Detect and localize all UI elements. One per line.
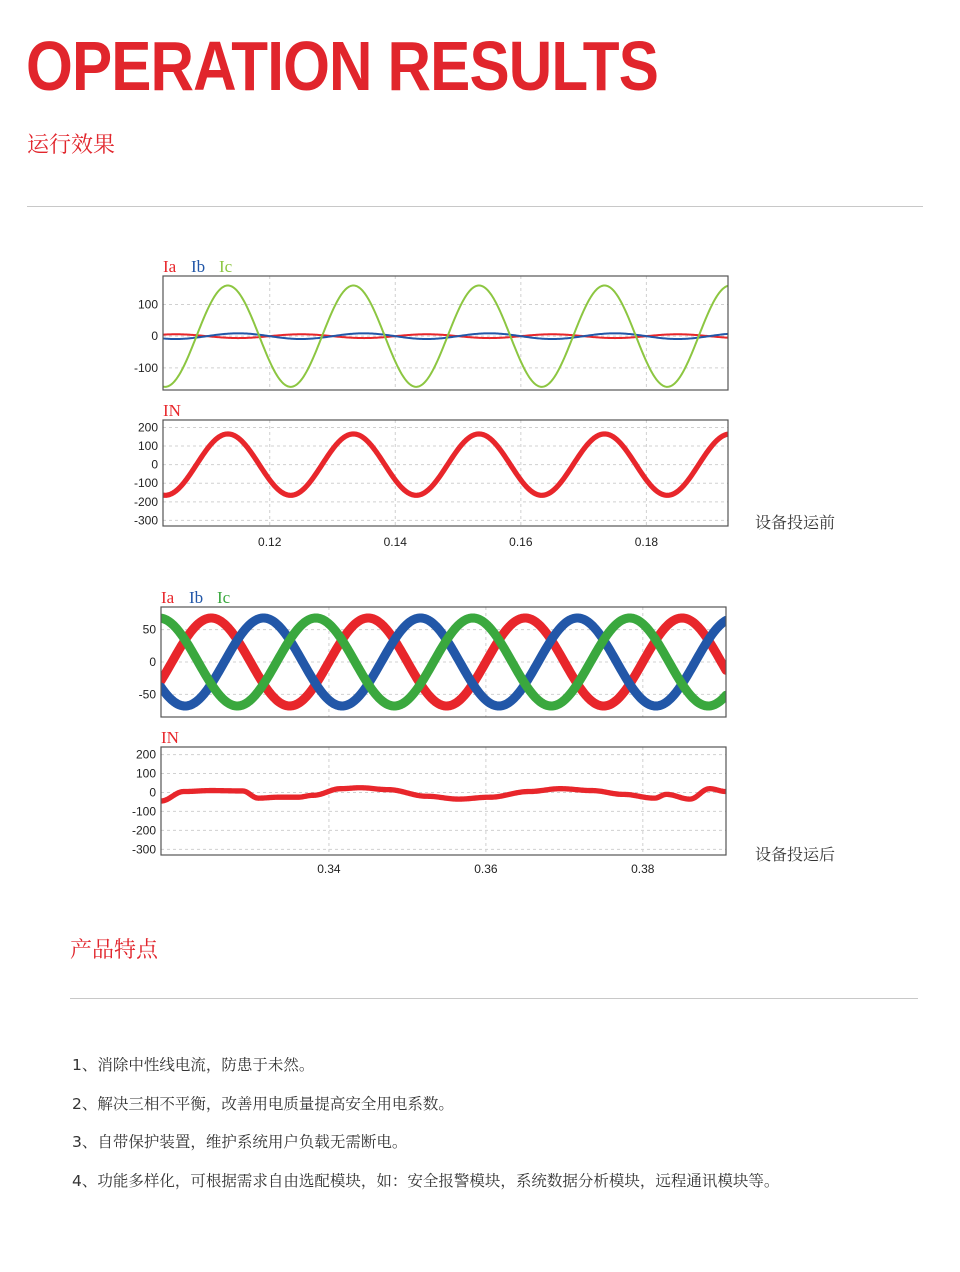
y-tick-label: -100 xyxy=(131,804,156,819)
y-tick-label: 100 xyxy=(135,766,156,781)
y-tick-label: 50 xyxy=(142,622,156,637)
y-tick-label: -50 xyxy=(138,687,156,702)
y-tick-label: -300 xyxy=(131,842,156,857)
legend-Ia: Ia xyxy=(161,588,175,607)
legend-Ic: Ic xyxy=(219,257,233,276)
x-tick-label: 0.34 xyxy=(317,862,341,876)
y-tick-label: 0 xyxy=(149,785,156,800)
feature-item-1: 1、消除中性线电流，防患于未然。 xyxy=(72,1056,315,1074)
features-list xyxy=(72,1046,779,1200)
features-divider xyxy=(70,998,918,999)
feature-item-3: 3、自带保护装置，维护系统用户负载无需断电。 xyxy=(72,1133,408,1151)
feature-item-4: 4、功能多样化，可根据需求自由选配模块，如：安全报警模块，系统数据分析模块，远程通讯模块等。 xyxy=(72,1171,780,1190)
y-tick-label: -200 xyxy=(133,494,158,509)
y-tick-label: -200 xyxy=(131,823,156,838)
chart-panel-2 xyxy=(132,728,726,876)
legend-Ic: Ic xyxy=(217,588,231,607)
y-tick-label: -100 xyxy=(133,476,158,491)
chart-before-caption: 设备投运前 xyxy=(755,513,836,532)
y-tick-label: 0 xyxy=(149,655,156,669)
y-tick-label: -300 xyxy=(133,513,158,528)
legend-Ib: Ib xyxy=(191,257,206,276)
feature-item-2: 2、解决三相不平衡，改善用电质量提高安全用电系数。 xyxy=(72,1094,454,1113)
legend-IN: IN xyxy=(163,401,181,420)
x-tick-label: 0.12 xyxy=(258,535,282,549)
legend-Ia: Ia xyxy=(163,257,177,276)
x-tick-label: 0.14 xyxy=(383,535,407,549)
plot-area xyxy=(161,747,726,855)
features-title: 产品特点 xyxy=(70,938,159,963)
y-tick-label: 200 xyxy=(137,420,158,435)
chart-panel-1 xyxy=(139,588,726,717)
legend-Ib: Ib xyxy=(189,588,204,607)
x-tick-label: 0.16 xyxy=(509,535,533,549)
chart-panel-2 xyxy=(134,401,728,549)
page-subtitle: 运行效果 xyxy=(27,133,116,158)
y-tick-label: 0 xyxy=(151,329,158,344)
y-tick-label: 100 xyxy=(137,297,158,312)
chart-panel-1 xyxy=(134,257,728,390)
legend-IN: IN xyxy=(161,728,179,747)
chart-after-caption: 设备投运后 xyxy=(755,845,836,864)
y-tick-label: 0 xyxy=(151,457,158,472)
x-tick-label: 0.18 xyxy=(634,535,659,549)
y-tick-label: -100 xyxy=(133,360,158,375)
x-tick-label: 0.38 xyxy=(631,862,655,876)
page-title: OPERATION RESULTS xyxy=(26,27,659,105)
x-tick-label: 0.36 xyxy=(474,862,498,876)
y-tick-label: 200 xyxy=(135,747,156,762)
y-tick-label: 100 xyxy=(137,439,158,454)
header-divider xyxy=(27,206,923,207)
